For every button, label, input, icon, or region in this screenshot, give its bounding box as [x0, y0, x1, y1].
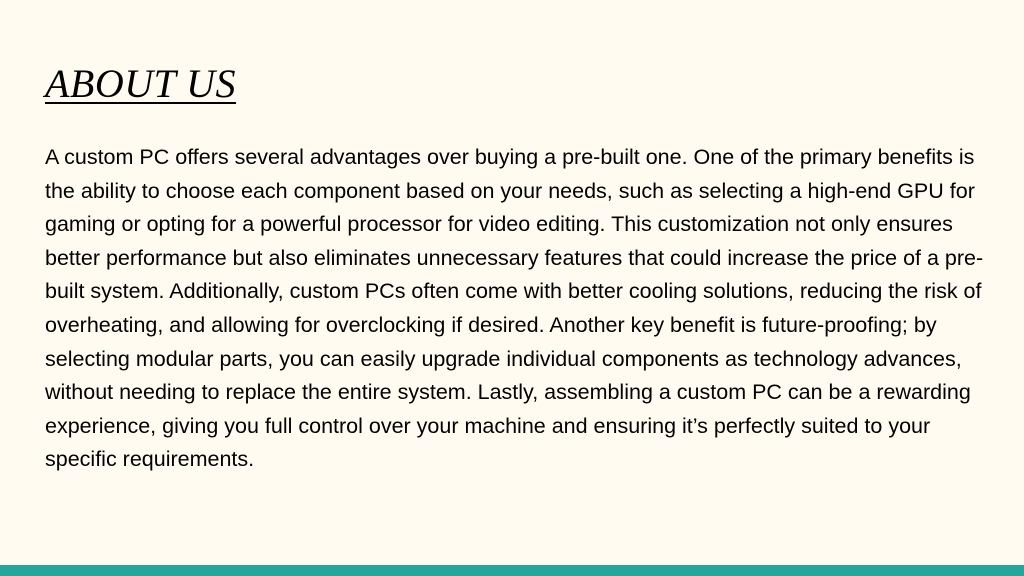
bottom-accent-bar — [0, 565, 1024, 576]
slide-body-text: A custom PC offers several advantages over buying a pre-built one. One of the primary benefits is the ability to choose each component based on your needs, such as selecting a high-end GPU for gaming or opting for a powerful processor for video editing. This customization not only ensures better performance but also eliminates unnecessary features that could increase the price of a pre-built system. Additionally, custom PCs often come with better cooling solutions, reducing the risk of overheating, and allowing for overclocking if desired. Another key benefit is future-proofing; by selecting modular parts, you can easily upgrade individual components as technology advances, without needing to replace the entire system. Lastly, assembling a custom PC can be a rewarding experience, giving you full control over your machine and ensuring it’s perfectly suited to your specific requirements. — [45, 145, 984, 472]
slide-title: ABOUT US — [45, 61, 237, 106]
